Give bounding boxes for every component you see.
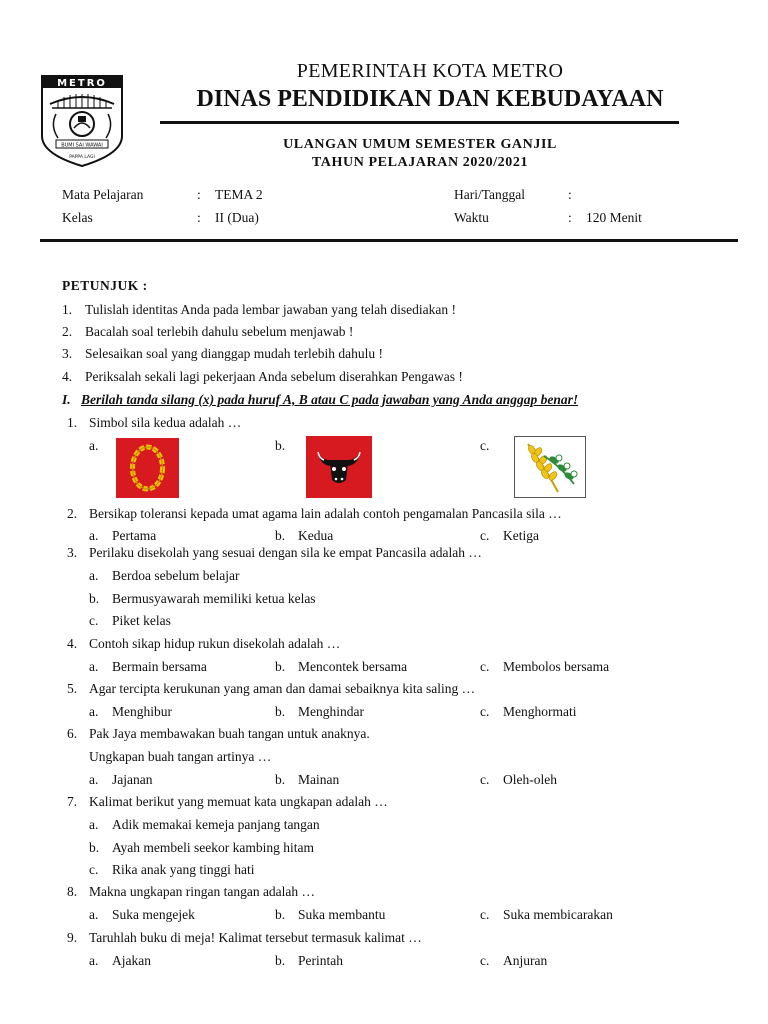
info-hari-label: Hari/Tanggal [454,187,526,202]
option-letter: c. [480,659,490,674]
option-letter: c. [480,772,490,787]
option-letter: c. [480,528,490,543]
instruction-text: Periksalah sekali lagi pekerjaan Anda sebelum diserahkan Pengawas ! [85,369,463,384]
info-colon: : [568,187,572,202]
instruction-number: 2. [62,324,73,339]
instruction-number: 1. [62,302,73,317]
info-mapel-label: Mata Pelajaran [62,187,144,202]
exam-title: ULANGAN UMUM SEMESTER GANJIL [283,137,557,152]
option-letter: a. [89,704,99,719]
option-text: Ayah membeli seekor kambing hitam [112,840,314,855]
info-waktu-label: Waktu [454,210,489,225]
option-text: Ketiga [503,528,539,543]
exam-year: TAHUN PELAJARAN 2020/2021 [311,155,529,170]
logo-bottom-text: PAPPA LAGI [69,155,95,160]
option-text: Suka membantu [298,907,386,922]
section-instruction: Berilah tanda silang (x) pada huruf A, B atau C pada jawaban yang Anda anggap benar! [81,392,579,407]
chain-symbol-image [116,438,179,498]
header-government: PEMERINTAH KOTA METRO [296,60,564,82]
question-number: 7. [67,794,78,809]
info-waktu-value: 120 Menit [586,210,642,225]
option-letter: c. [480,953,490,968]
option-letter: b. [275,907,286,922]
question-number: 8. [67,884,78,899]
option-letter: a. [89,817,99,832]
option-letter: c. [480,438,490,453]
header-rule [160,121,679,124]
option-text: Anjuran [503,953,548,968]
option-letter: c. [89,613,99,628]
option-letter: a. [89,907,99,922]
option-letter: c. [480,907,490,922]
question-text: Bersikap toleransi kepada umat agama lain adalah contoh pengamalan Pancasila sila … [89,506,562,521]
rice-cotton-symbol-image [514,436,586,498]
option-text: Ajakan [112,953,151,968]
question-text: Agar tercipta kerukunan yang aman dan damai sebaiknya kita saling … [89,681,476,696]
option-text: Jajanan [112,772,153,787]
info-kelas-label: Kelas [62,210,93,225]
section-number: I. [62,392,71,407]
option-text: Suka membicarakan [503,907,613,922]
info-kelas-value: II (Dua) [215,210,259,225]
option-letter: b. [275,772,286,787]
info-colon: : [197,187,201,202]
instruction-text: Selesaikan soal yang dianggap mudah terlebih dahulu ! [85,346,384,361]
option-text: Piket kelas [112,613,171,628]
option-text: Menghormati [503,704,577,719]
info-colon: : [197,210,201,225]
option-letter: b. [89,591,100,606]
option-letter: b. [275,704,286,719]
option-letter: a. [89,568,99,583]
instruction-text: Bacalah soal terlebih dahulu sebelum menjawab ! [85,324,354,339]
option-text: Menghindar [298,704,364,719]
option-text: Mainan [298,772,340,787]
option-text: Suka mengejek [112,907,195,922]
question-number: 5. [67,681,78,696]
option-letter: a. [89,953,99,968]
option-letter: a. [89,438,99,453]
question-number: 3. [67,545,78,560]
question-text: Simbol sila kedua adalah … [89,415,242,430]
option-letter: b. [275,953,286,968]
option-text: Menghibur [112,704,172,719]
instruction-number: 3. [62,346,73,361]
logo-top-text: METRO [57,78,107,89]
option-text: Pertama [112,528,157,543]
option-text: Bermusyawarah memiliki ketua kelas [112,591,316,606]
question-text: Makna ungkapan ringan tangan adalah … [89,884,316,899]
option-letter: c. [480,704,490,719]
option-letter: b. [275,528,286,543]
option-letter: b. [275,659,286,674]
header-department: DINAS PENDIDIKAN DAN KEBUDAYAAN [196,86,664,112]
metro-city-logo [38,70,126,168]
question-text: Contoh sikap hidup rukun disekolah adalah … [89,636,341,651]
option-text: Membolos bersama [503,659,610,674]
option-text: Rika anak yang tinggi hati [112,862,255,877]
option-letter: b. [275,438,286,453]
question-text-line2: Ungkapan buah tangan artinya … [89,749,272,764]
question-text: Perilaku disekolah yang sesuai dengan sila ke empat Pancasila adalah … [89,545,482,560]
instruction-number: 4. [62,369,73,384]
info-rule [40,239,738,242]
instruction-text: Tulislah identitas Anda pada lembar jawaban yang telah disediakan ! [85,302,457,317]
question-text: Pak Jaya membawakan buah tangan untuk anaknya. [89,726,370,741]
option-text: Perintah [298,953,343,968]
question-number: 4. [67,636,78,651]
bull-head-symbol-image [306,436,372,498]
info-colon: : [568,210,572,225]
option-text: Berdoa sebelum belajar [112,568,240,583]
logo-banner-text: BUMI SAI WAWAI [61,142,103,149]
option-letter: a. [89,772,99,787]
info-mapel-value: TEMA 2 [215,187,263,202]
question-text: Kalimat berikut yang memuat kata ungkapan adalah … [89,794,388,809]
question-number: 2. [67,506,78,521]
option-text: Mencontek bersama [298,659,408,674]
petunjuk-title: PETUNJUK : [62,278,148,293]
option-text: Oleh-oleh [503,772,557,787]
question-number: 6. [67,726,78,741]
option-letter: b. [89,840,100,855]
question-number: 1. [67,415,78,430]
option-text: Adik memakai kemeja panjang tangan [112,817,320,832]
option-text: Kedua [298,528,334,543]
option-letter: a. [89,528,99,543]
option-letter: a. [89,659,99,674]
option-letter: c. [89,862,99,877]
question-text: Taruhlah buku di meja! Kalimat tersebut termasuk kalimat … [89,930,422,945]
option-text: Bermain bersama [112,659,207,674]
question-number: 9. [67,930,78,945]
